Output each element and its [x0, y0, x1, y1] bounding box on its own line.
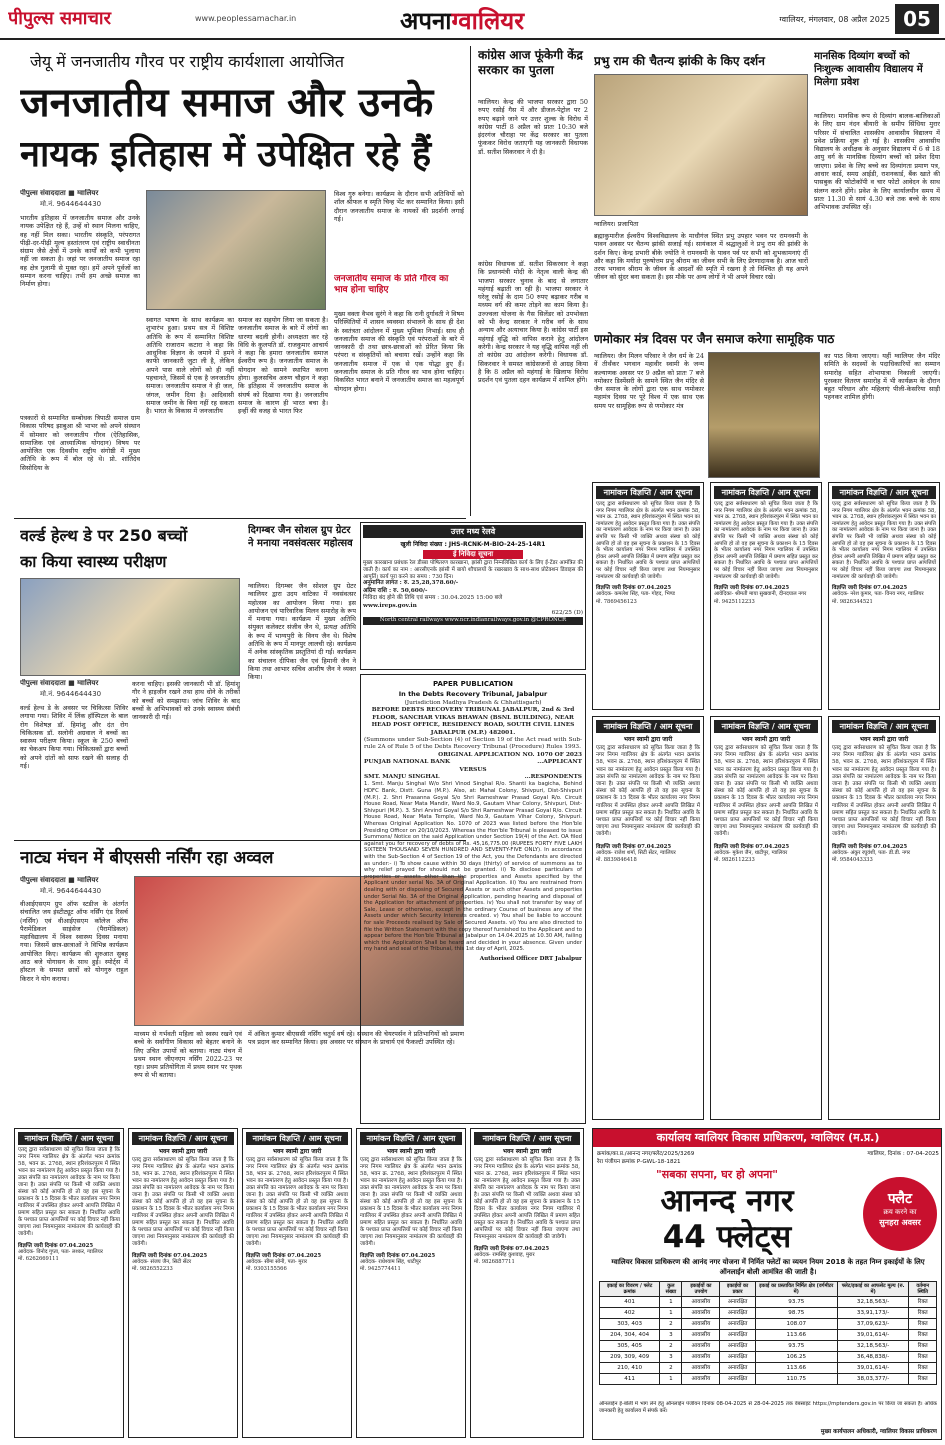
railway-website[interactable]: www.ireps.gov.in [363, 602, 417, 609]
notice-mobile: मो. 9826112233 [714, 857, 755, 864]
gda-table-cell: रिक्त [909, 1352, 937, 1363]
notice-body: एतद् द्वारा सर्वसाधारण को सूचित किया जाता है कि नगर निगम ग्वालियर क्षेत्र के अंतर्गत भवन क्रमांक 58, भवन क्र. 2768, स्थान हरिशंकरपुरम में स्थित भवन का नामांतरण हेतु आवेदन प्रस्तुत किया गया है। उक्त संपत्ति का नामांतरण आवेदक के नाम पर किया जाना है। उक्त संपत्ति पर किसी भी व्यक्ति अथवा संस्था को कोई आपत्ति हो तो वह इस सूचना के प्रकाशन के 15 दिवस के भीतर कार्यालय नगर निगम ग्वालियर में उपस्थित होकर अपनी आपत्ति लिखित में प्रमाण सहित प्रस्तुत कर सकता है। निर्धारित अवधि के पश्चात प्राप्त आपत्तियों पर कोई विचार नहीं किया जाएगा तथा नियमानुसार नामांतरण की कार्यवाही की जावेगी। [832, 501, 936, 580]
notice-4 [592, 716, 704, 1120]
drt-applicant [364, 759, 582, 766]
notice-body: एतद् द्वारा सर्वसाधारण को सूचित किया जाता है कि नगर निगम ग्वालियर क्षेत्र के अंतर्गत भवन क्रमांक 58, भवन क्र. 2768, स्थान हरिशंकरपुरम में स्थित भवन का नामांतरण हेतु आवेदन प्रस्तुत किया गया है। उक्त संपत्ति का नामांतरण आवेदक के नाम पर किया जाना है। उक्त संपत्ति पर किसी भी व्यक्ति अथवा संस्था को कोई आपत्ति हो तो वह इस सूचना के प्रकाशन के 15 दिवस के भीतर कार्यालय नगर निगम ग्वालियर में उपस्थित होकर अपनी आपत्ति लिखित में प्रमाण सहित प्रस्तुत कर सकता है। निर्धारित अवधि के पश्चात प्राप्त आपत्तियों पर कोई विचार नहीं किया जाएगा तथा नियमानुसार नामांतरण की कार्यवाही की जावेगी। [714, 745, 818, 838]
gda-advertisement [592, 1128, 942, 1440]
gda-table-cell: 38,03,377/- [837, 1374, 909, 1385]
masthead-logo: पीपुल्स समाचार [8, 8, 111, 29]
divider [470, 46, 471, 516]
notice-mobile: मो. 9826887711 [474, 1259, 515, 1266]
gda-table-cell: 3 [660, 1330, 682, 1341]
prabhu-caption: ग्वालियर। प्रजापिता [594, 220, 639, 228]
drt-body: 1. Smt. Manju Singhal W/o Shri Vinod Singhal R/o. Shanti ka bagicha, Behind HDFC Bank, Distt. Guna (M.P.). Also, at: Mahal Colony, Shivpuri, Dist-Shivpuri (M.P.). 2. Shri Prasanna Goyal S/o Shri Rameshwar Prasad Goyal R/o. Circuit House Road, Near Mata Mandir, Ward No.9, Gautam Vihar Colony, Shivpuri, Dist-Shivpuri (M.P.). 3. Shri Arvind Goyal S/o Shri Rameshwar Prasad Goyal R/o. Circuit House Road, Near Mata Temple, Ward No.9, Gautam Vihar Colony, Shivpuri. Whereas Original Application No. 1070 of 2023 was listed before the Hon'ble Presiding Officer on 20/10/2023. Whereas the Hon'ble Tribunal is pleased to issue Summons/ Notice on the said Application under Section 19(4) of the Act. OA filed against you for recovery of debts of Rs. 45,16,775.00 (RUPEES FORTY FIVE LAKH SIXTEEN THOUSAND SEVEN HUNDRED AND SEVENTY-FIVE ONLY). In accordance with the Sub-Section 4 of Section 19 of the Act, you the Defendants are directed as under:- i) To show cause within 30 days (thirty) of service of summons as to why relief prayed for should not be granted. ii) To disclose particulars of properties or assets other than the properties and Assets specified by the Applicant under serial No. 3A of Original Application. iii) You are restrained from dealing with or disposing of Secured Assets or such other Assets and properties under Serial No. 3A of the Original Application, pending hearing and disposal of the Application for attachment of properties. iv) You shall not transfer by way of Sale, Lease or otherwise, except in the ordinary Course of business any of the Assets under which Security Interests created. v) You shall be liable to account for sale Proceeds realised by Sale of Secured Assets. vi) You are also directed to file the Written Statement with the copy thereof furnished to the Applicant and to appear before the Hon'ble Tribunal at Jabalpur on 14.04.2025 at 10.30 AM, failing which the Application Shall be heard and decided in your absence. Given under my hand and seal of the Tribunal, this 1st day of April, 2025. [364, 781, 582, 953]
gda-table-cell: आवासीय [682, 1319, 720, 1330]
gda-table-cell: 2 [660, 1341, 682, 1352]
digambar-headline: दिगम्बर जैन सोशल ग्रुप ग्रेटर ने मनाया नवसंवत्सर महोत्सव [248, 525, 353, 549]
namokar-headline: णमोकार मंत्र दिवस पर जैन समाज करेगा सामूहिक पाठ [594, 332, 835, 346]
notice-body: एतद् द्वारा सर्वसाधारण को सूचित किया जाता है कि नगर निगम ग्वालियर क्षेत्र के अंतर्गत भवन क्रमांक 58, भवन क्र. 2768, स्थान हरिशंकरपुरम में स्थित भवन का नामांतरण हेतु आवेदन प्रस्तुत किया गया है। उक्त संपत्ति का नामांतरण आवेदक के नाम पर किया जाना है। उक्त संपत्ति पर किसी भी व्यक्ति अथवा संस्था को कोई आपत्ति हो तो वह इस सूचना के प्रकाशन के 15 दिवस के भीतर कार्यालय नगर निगम ग्वालियर में उपस्थित होकर अपनी आपत्ति लिखित में प्रमाण सहित प्रस्तुत कर सकता है। निर्धारित अवधि के पश्चात प्राप्त आपत्तियों पर कोई विचार नहीं किया जाएगा तथा नियमानुसार नामांतरण की कार्यवाही की जावेगी। [132, 1157, 234, 1247]
gda-table-cell: रिक्त [909, 1363, 937, 1374]
notice-date: विज्ञप्ति जारी दिनांक 07.04.2025 [832, 843, 908, 850]
health-body-1: वर्ल्ड हेल्थ डे के अवसर पर चिकित्सा शिविर लगाया गया। शिविर में लिंक हॉस्पिटल के बाल रोग विशेषज्ञ डॉ. हिमांशु और दंत रोग चिकित्सक डॉ. सलोनी अग्रवाल ने बच्चों का स्वास्थ्य परीक्षण किया। स्कूल के 250 बच्चों का चेकअप किया गया। चिकित्सकों द्वारा बच्चों को अपने दांतों को साफ रखने की सलाह दी गई। [20, 704, 128, 771]
gda-table-body [600, 1297, 937, 1385]
page-number: 05 [895, 4, 939, 34]
gda-title: कार्यालय ग्वालियर विकास प्राधिकरण, ग्वालियर (म.प्र.) [593, 1129, 942, 1147]
gda-slogan: "सबका सपना, घर हो अपना" [656, 1168, 778, 1181]
notice-sub: भवन स्वामी द्वारा जारी [623, 736, 673, 743]
gda-table-cell: 98.75 [755, 1308, 837, 1319]
gda-flats-table [599, 1281, 937, 1385]
health-mobile: मो.नं. 9644644430 [40, 690, 102, 698]
gda-table-cell: 33,91,173/- [837, 1308, 909, 1319]
gda-table-header-cell: इकाई का प्रस्तावित निर्मित क्षेत्र (वर्गमीटर में) [755, 1282, 837, 1297]
gda-table-cell: अनारक्षित [720, 1352, 755, 1363]
gda-badge [863, 1177, 937, 1251]
namokar-photo [708, 352, 820, 478]
notice-mobile: मो. 9826344521 [832, 598, 873, 605]
drt-sign: Authorised Officer DRT Jabalpur [479, 955, 582, 962]
date-line: ग्वालियर, मंगलवार, 08 अप्रैल 2025 [779, 15, 890, 24]
gda-intro: ग्वालियर विकास प्राधिकरण की आनंद नगर योजना में निर्मित फ्लेटों का व्ययन नियम 2018 के तहत निम्न इकाईयों के लिए ऑनलाईन बोली आमंत्रित की जाती है। [611, 1258, 925, 1276]
notice-1 [592, 482, 704, 710]
masthead-website[interactable]: www.peoplessamachar.in [195, 14, 297, 23]
drt-applicant-name: PUNJAB NATIONAL BANK [364, 759, 451, 766]
gda-table-cell: 303, 403 [600, 1319, 660, 1330]
notice-head: नामांकन विज्ञप्ति / आम सूचना [246, 1132, 348, 1145]
railway-body: मुख्य कारखाना प्रबंधक रेल डीब्बा पोषितरण कारखाना, झांसी द्वारा निम्नलिखित कार्य के लिए ई-टेंडर आमंत्रित की जाती है। कार्य का नाम : आरसीएनके झांसी में बायो शौचालयों के रखरखाव के साथ-साथ प्रोटेक्शन डिवाइस की आपूर्ति। कार्य पूरा करने का समय : 730 दिन। [363, 560, 583, 580]
notice-sign: आवेदक- मुकेश जैन, थाटीपुर, ग्वालियर [714, 849, 788, 856]
gda-badge-line-2: क्रय करने का [883, 1208, 917, 1216]
section-prefix: अपना [400, 7, 452, 34]
digambar-body: ग्वालियर। दिगम्बर जैन सोशल ग्रुप ग्रेटर ग्वालियर द्वारा उदय वाटिका में नवसंवत्सर महोत्सव का आयोजन किया गया। इस आयोजन एवं पारिवारिक मिलन समारोह के रूप में मनाया गया। कार्यक्रम में मुख्य अतिथि संयुक्त कलेक्टर संजीव जैन थे, प्रत्यक्ष अतिथि के रूप में भाग्यपुरी के विनय जैन थे। विशेष अतिथि के रूप में मानपुर लालची रहे। कार्यक्रम में अनेक सांस्कृतिक प्रस्तुतियां दी गईं। कार्यक्रम का संचालन दीपिका जैन एवं हिमानी जैन ने किया तथा आभार सचिव आशीष जैन ने व्यक्त किया। [248, 582, 356, 682]
notice-body: एतद् द्वारा सर्वसाधारण को सूचित किया जाता है कि नगर निगम ग्वालियर क्षेत्र के अंतर्गत भवन क्रमांक 58, भवन क्र. 2768, स्थान हरिशंकरपुरम में स्थित भवन का नामांतरण हेतु आवेदन प्रस्तुत किया गया है। उक्त संपत्ति का नामांतरण आवेदक के नाम पर किया जाना है। उक्त संपत्ति पर किसी भी व्यक्ति अथवा संस्था को कोई आपत्ति हो तो वह इस सूचना के प्रकाशन के 15 दिवस के भीतर कार्यालय नगर निगम ग्वालियर में उपस्थित होकर अपनी आपत्ति लिखित में प्रमाण सहित प्रस्तुत कर सकता है। निर्धारित अवधि के पश्चात प्राप्त आपत्तियों पर कोई विचार नहीं किया जाएगा तथा नियमानुसार नामांतरण की कार्यवाही की जावेगी। [832, 745, 936, 838]
notice-date: विज्ञप्ति जारी दिनांक 07.04.2025 [714, 843, 790, 850]
notice-3 [828, 482, 940, 710]
gda-table-cell: आवासीय [682, 1297, 720, 1308]
gda-table-row [600, 1341, 937, 1352]
gda-table-header-cell: इकाई का विवरण / फ्लेट क्रमांक [600, 1282, 660, 1297]
gda-table-row [600, 1297, 937, 1308]
gda-table-cell: आवासीय [682, 1330, 720, 1341]
gda-table-header-cell: इकाईयों का प्रकार [720, 1282, 755, 1297]
gda-table-cell: आवासीय [682, 1374, 720, 1385]
gda-table-cell: 1 [660, 1374, 682, 1385]
drt-respondent-name: SMT. MANJU SINGHAL [364, 774, 440, 781]
namokar-body-1: ग्वालियर। जैन मिलन परिवार ने जैन धर्म के 24 वें तीर्थंकर भगवान महावीर स्वामी के जन्म कल्याणक अवसर पर 9 अप्रैल को प्रातः 7 बजे नमोकार डिस्पेंसरी के सामने स्थित जैन मंदिर से जैन समाज के लोगों द्वारा एक साथ णमोकार महामंत्र दिवस पर पूरे विश्व में एक साथ एक समय पर सामूहिक रूप से णमोकार मंत्र [594, 352, 704, 410]
lead-byline: पीपुल्स संवाददाता ■ ग्वालियर [20, 189, 99, 197]
notice-grid-right-2 [592, 716, 942, 1124]
railway-etender: ई निविदा सूचना [423, 550, 523, 559]
gda-table-cell: 2 [660, 1319, 682, 1330]
natya-body-3: में अंकित कुमार बीएससी नर्सिंग चतुर्थ वर्ष रहे। संस्थान की चेयरपर्सन ने प्रतिभागियों को प्रमाण पत्र प्रदान कर सम्मानित किया। इस अवसर पर संस्थान के प्राचार्य एवं फैकल्टी उपस्थित रहे। [248, 1030, 464, 1047]
drt-address: BEFORE DEBTS RECOVERY TRIBUNAL JABALPUR, 2nd & 3rd FLOOR, SANCHAR VIKAS BHAWAN (BSNL BUILDING), NEAR HEAD POST OFFICE, RESIDENCY ROAD, SOUTH CIVIL LINES JABALPUR (M.P.) 482001. [371, 707, 575, 736]
notice-mobile: मो. 9584043333 [832, 857, 873, 864]
notice-date: विज्ञप्ति जारी दिनांक 07.04.2025 [18, 1243, 94, 1249]
divyang-headline: मानसिक दिव्यांग बच्चों को निःशुल्क आवासीय विद्यालय में मिलेगा प्रवेश [814, 51, 923, 88]
prabhu-body: ब्रह्माकुमारीज ईश्वरीय विश्वविद्यालय के माधौगंज स्थित प्रभु उपहार भवन पर रामनवमी के पावन अवसर पर चैतन्य झांकी सजाई गई। सायंकाल में श्रद्धालुओं ने प्रभु राम की झांकी के दर्शन किए। केन्द्र प्रभारी बीके ज्योति ने रामनवमी के पावन पर्व पर सभी को शुभकामनाएं दीं और कहा कि मर्यादा पुरुषोत्तम प्रभु श्रीराम का जीवन सभी के लिए प्रेरणादायक है। आज चारों तरफ भगवान श्रीराम के जीवन के आदर्शों की स्मृति में रखना है तो निश्चित ही यह अपने जीवन को सुंदर बना सकता है। इस मौके पर अन्य लोगों ने भी अपने विचार रखे। [594, 232, 808, 282]
gda-table-cell: 36,48,838/- [837, 1352, 909, 1363]
gda-table-cell: 113.66 [755, 1363, 837, 1374]
gda-table-cell: अनारक्षित [720, 1330, 755, 1341]
notice-body: एतद् द्वारा सर्वसाधारण को सूचित किया जाता है कि नगर निगम ग्वालियर क्षेत्र के अंतर्गत भवन क्रमांक 58, भवन क्र. 2768, स्थान हरिशंकरपुरम में स्थित भवन का नामांतरण हेतु आवेदन प्रस्तुत किया गया है। उक्त संपत्ति का नामांतरण आवेदक के नाम पर किया जाना है। उक्त संपत्ति पर किसी भी व्यक्ति अथवा संस्था को कोई आपत्ति हो तो वह इस सूचना के प्रकाशन के 15 दिवस के भीतर कार्यालय नगर निगम ग्वालियर में उपस्थित होकर अपनी आपत्ति लिखित में प्रमाण सहित प्रस्तुत कर सकता है। निर्धारित अवधि के पश्चात प्राप्त आपत्तियों पर कोई विचार नहीं किया जाएगा तथा नियमानुसार नामांतरण की कार्यवाही की जावेगी। [474, 1157, 580, 1240]
notice-body: एतद् द्वारा सर्वसाधारण को सूचित किया जाता है कि नगर निगम ग्वालियर क्षेत्र के अंतर्गत भवन क्रमांक 58, भवन क्र. 2768, स्थान हरिशंकरपुरम में स्थित भवन का नामांतरण हेतु आवेदन प्रस्तुत किया गया है। उक्त संपत्ति का नामांतरण आवेदक के नाम पर किया जाना है। उक्त संपत्ति पर किसी भी व्यक्ति अथवा संस्था को कोई आपत्ति हो तो वह इस सूचना के प्रकाशन के 15 दिवस के भीतर कार्यालय नगर निगम ग्वालियर में उपस्थित होकर अपनी आपत्ति लिखित में प्रमाण सहित प्रस्तुत कर सकता है। निर्धारित अवधि के पश्चात प्राप्त आपत्तियों पर कोई विचार नहीं किया जाएगा तथा नियमानुसार नामांतरण की कार्यवाही की जावेगी। [714, 501, 818, 580]
notice-grid-bottom [14, 1128, 586, 1440]
gda-table-cell: रिक्त [909, 1341, 937, 1352]
congress-body-2: कांग्रेस विधायक डॉ. सतीश सिकरवार ने कहा कि प्रधानमंत्री मोदी के नेतृत्व वाली केन्द्र की भाजपा सरकार चुनाव के बाद से लगातार महंगाई बढ़ाती जा रही है। भाजपा सरकार ने घरेलू रसोई के दाम 50 रुपए बढ़ाकर गरीब व मध्यम वर्ग की कमर तोड़ने का काम किया है। उज्ज्वला योजना के गैस सिलेंडर को उपभोक्ता को भी केन्द्र सरकार ने गरीब वर्ग के साथ अन्याय और अत्याचार किया है। कांग्रेस पार्टी इस महंगाई वृद्धि को वापिस कराने हेतु आंदोलन करेगी। केन्द्र सरकार ने यह वृद्धि वापिस नहीं ली तो कांग्रेस उग्र आंदोलन करेगी। विधायक डॉ. सिकरवार ने समस्त कांग्रेसजनों से आग्रह किया है कि 8 अप्रैल को महंगाई के खिलाफ विरोध प्रदर्शन एवं पुतला दहन कार्यक्रम में शामिल होंगे। [478, 260, 588, 385]
notice-body: एतद् द्वारा सर्वसाधारण को सूचित किया जाता है कि नगर निगम ग्वालियर क्षेत्र के अंतर्गत भवन क्रमांक 58, भवन क्र. 2768, स्थान हरिशंकरपुरम में स्थित भवन का नामांतरण हेतु आवेदन प्रस्तुत किया गया है। उक्त संपत्ति का नामांतरण आवेदक के नाम पर किया जाना है। उक्त संपत्ति पर किसी भी व्यक्ति अथवा संस्था को कोई आपत्ति हो तो वह इस सूचना के प्रकाशन के 15 दिवस के भीतर कार्यालय नगर निगम ग्वालियर में उपस्थित होकर अपनी आपत्ति लिखित में प्रमाण सहित प्रस्तुत कर सकता है। निर्धारित अवधि के पश्चात प्राप्त आपत्तियों पर कोई विचार नहीं किया जाएगा तथा नियमानुसार नामांतरण की कार्यवाही की जावेगी। [18, 1147, 120, 1237]
lead-body-1: भारतीय इतिहास में जनजातीय समाज और उनके नायक उपेक्षित रहे हैं, उन्हें वो स्थान मिलना चाहिए, वह नहीं मिल सका। भारतीय संस्कृति, परंपरागत पीढ़ी-दर-पीढ़ी मूल्य हस्तांतरण एवं राष्ट्रीय स्वाधीनता संग्राम जैसे क्षेत्रों में उनके कार्यों को कभी भुलाया नहीं जा सकता है। जहां पर जनजातीय समाज रहा वह क्षेत्र गुलामी से मुक्त रहा। हमें अपने पूर्वजों का सम्मान करना चाहिए। तभी हम अच्छे समाज का निर्माण होगा। [20, 214, 140, 289]
notice-head: नामांकन विज्ञप्ति / आम सूचना [596, 720, 700, 733]
railway-code: 622/25 (D) [551, 610, 583, 617]
railway-closing: निविदा बंद होने की तिथि एवं समय : 30.04.2025 15:00 बजे [363, 595, 503, 602]
drt-oa: ORIGINAL APPLICATION NO. 1070 OF 2023 [438, 751, 582, 758]
notice-sub: भवन स्वामी द्वारा जारी [386, 1148, 436, 1155]
lead-subhead: जनजातीय समाज के प्रति गौरव का भाव होना चाहिए [334, 274, 449, 295]
masthead [0, 0, 945, 40]
notice-sign: आवेदक- नरेश कुमार, पता- विनय नगर, ग्वालियर [832, 591, 924, 598]
gda-table-cell: रिक्त [909, 1330, 937, 1341]
lead-body-2: पत्रकारों से सम्मानित सम्बोधक त्रिपाठी समाज ग्राम विकास परिषद झाबुआ श्री भाभर को अपने संस्थान में सोमवार को जनजातीय गौरव (ऐतिहासिक, सामाजिक एवं आध्यात्मिक योगदान) विषय पर आयोजित एक दिवसीय राष्ट्रीय संगोष्ठी में मुख्य अतिथि के रूप में बोल रहे थे। प्रो. शांतिदेव सिसोदिया के [20, 414, 140, 472]
gda-table-cell: 305, 405 [600, 1341, 660, 1352]
notice-sign: आवेदक- राजेश शर्मा, सिटी सेंटर, ग्वालियर [596, 849, 676, 856]
gda-table-cell: 39,01,614/- [837, 1330, 909, 1341]
gda-table-cell: 2 [660, 1363, 682, 1374]
notice-sign: आवेदक- सीमा सोनी, पता- मुरार [246, 1259, 307, 1265]
notice-head: नामांकन विज्ञप्ति / आम सूचना [832, 486, 936, 499]
railway-footer: North central railways www.ncr.indianrailways.gov.in @CPRONCR [363, 617, 583, 624]
lead-headline-2: नायक इतिहास में उपेक्षित रहे हैं [20, 134, 432, 175]
drt-title: PAPER PUBLICATION [432, 680, 514, 688]
prabhu-headline: प्रभु राम की चैतन्य झांकी के किए दर्शन [594, 54, 765, 68]
drt-respondent [364, 774, 582, 781]
health-byline: पीपुल्स संवाददाता ■ ग्वालियर [20, 679, 99, 687]
gda-date: ग्वालियर, दिनांक : 07-04-2025 [867, 1151, 939, 1157]
notice-head: नामांकन विज्ञप्ति / आम सूचना [18, 1132, 120, 1145]
notice-date: विज्ञप्ति जारी दिनांक 07.04.2025 [246, 1253, 322, 1259]
notice-body: एतद् द्वारा सर्वसाधारण को सूचित किया जाता है कि नगर निगम ग्वालियर क्षेत्र के अंतर्गत भवन क्रमांक 58, भवन क्र. 2768, स्थान हरिशंकरपुरम में स्थित भवन का नामांतरण हेतु आवेदन प्रस्तुत किया गया है। उक्त संपत्ति का नामांतरण आवेदक के नाम पर किया जाना है। उक्त संपत्ति पर किसी भी व्यक्ति अथवा संस्था को कोई आपत्ति हो तो वह इस सूचना के प्रकाशन के 15 दिवस के भीतर कार्यालय नगर निगम ग्वालियर में उपस्थित होकर अपनी आपत्ति लिखित में प्रमाण सहित प्रस्तुत कर सकता है। निर्धारित अवधि के पश्चात प्राप्त आपत्तियों पर कोई विचार नहीं किया जाएगा तथा नियमानुसार नामांतरण की कार्यवाही की जावेगी। [360, 1157, 462, 1247]
notice-date: विज्ञप्ति जारी दिनांक 07.04.2025 [360, 1253, 436, 1259]
lead-body-3: स्वागत भाषण के साथ कार्यक्रम का शुभारंभ हुआ। प्रथम सत्र में विशिष्ट अतिथि के रूप में सम्मानित विशिष्ट अतिथि राजाराम कटारा ने कहा कि आधुनिक विज्ञान के जमाने में हमने काफी जानकारी जुटा ली है, लेकिन अपने पास वाले लोगों को ही नहीं पहचानते, जिसमें से एक है जनजातीय समाज। जनजातीय समाज ने ही जल, जंगल, जमीन दिया है। आदिवासी समाज जमीन के बिना नहीं रह सकता है। भारत के विकास में जनजातीय [146, 316, 234, 416]
gda-table-cell: रिक्त [909, 1319, 937, 1330]
prabhu-photo [594, 74, 808, 216]
gda-badge-line-3: सुनहरा अवसर [879, 1218, 921, 1227]
gda-table-cell: आवासीय [682, 1363, 720, 1374]
gda-table-row [600, 1330, 937, 1341]
namokar-body-2: का पाठ किया जाएगा। यहीं ग्वालियर जैन मंदिर समिति के सदस्यों के पदाधिकारियों का सम्मान समारोह सहित शोभायात्रा निकाली जाएगी। पुरस्कार वितरण समारोह में भी कार्यक्रम के दौरान बहुत परिधान और महिलाएं पीली-केसरिया साड़ी पहनकर शामिल होंगी। [824, 352, 940, 402]
notice-sign: आवेदक- विनोद गुप्ता, पता- लश्कर, ग्वालियर [18, 1249, 103, 1255]
drt-court: In the Debts Recovery Tribunal, Jabalpur [398, 690, 548, 698]
gda-table-cell: आवासीय [682, 1308, 720, 1319]
congress-body-1: ग्वालियर। केन्द्र की भाजपा सरकार द्वारा 50 रुपए रसोई गैस में और डीजल-पेट्रोल पर 2 रुपए बढ़ाने जाने पर उत्तर शुल्क के विरोध में कांग्रेस पार्टी 8 अप्रैल को प्रातः 10:30 बजे इंदरगंज चौराहा पर केंद्र सरकार का पुतला फूंककर विरोध जताएगी यह जानकारी विधायक डॉ. सतीश सिकरवार ने दी है। [478, 98, 588, 156]
natya-byline: पीपुल्स संवाददाता ■ ग्वालियर [20, 876, 99, 884]
gda-ref2: रेरा पंजीयन क्रमांक P-GWL-18-1821 [597, 1159, 681, 1165]
section-name: ग्वालियर [451, 7, 525, 34]
gda-table-cell: 204, 304, 404 [600, 1330, 660, 1341]
gda-headline-1: आनन्द नगर [660, 1183, 794, 1219]
gda-table-cell: 32,18,563/- [837, 1341, 909, 1352]
notice-mobile: मो. 6262669111 [18, 1256, 59, 1263]
notice-10 [356, 1128, 466, 1438]
natya-mobile: मो.नं. 9644644430 [40, 887, 102, 895]
congress-headline: कांग्रेस आज फूंकेगी केंद्र सरकार का पुतला [478, 48, 583, 77]
gda-table-row [600, 1374, 937, 1385]
railway-cost: अनुमानित लागत : रु. 25,28,378.60/- [363, 580, 459, 587]
notice-mobile: मो. 9303155566 [246, 1266, 287, 1273]
divider [14, 518, 466, 519]
section-title [400, 4, 600, 34]
gda-table-row [600, 1352, 937, 1363]
gda-table-cell: रिक्त [909, 1308, 937, 1319]
notice-mobile: मो. 9425774411 [360, 1266, 401, 1273]
railway-emd: अग्रिम राशि : रु. 50,600/- [363, 587, 428, 594]
railway-notice [360, 522, 586, 670]
gda-table-cell: रिक्त [909, 1297, 937, 1308]
notice-11 [470, 1128, 584, 1438]
notice-head: नामांकन विज्ञप्ति / आम सूचना [132, 1132, 234, 1145]
lead-kicker: जेयू में जनजातीय गौरव पर राष्ट्रीय कार्यशाला आयोजित [30, 52, 344, 71]
gda-badge-line-1: फ्लैट [887, 1191, 913, 1207]
gda-table-header-cell: फ्लेट/इकाई का आफसेट मूल्य (रु. में) [837, 1282, 909, 1297]
gda-table-cell: रिक्त [909, 1374, 937, 1385]
notice-sign: आवेदक- संजय जैन, सिटी सेंटर [132, 1259, 192, 1265]
lead-mobile: मो.नं. 9644644430 [40, 200, 102, 208]
drt-summons: (Summons under Sub-Section (4) of Section 19 of the Act read with Sub-rule 2A of Rule 5 of the Debts Recovery Tribunal (Procedure) Rules 1993. [364, 737, 582, 751]
gda-table-cell: 106.25 [755, 1352, 837, 1363]
gda-table-row [600, 1308, 937, 1319]
notice-sub: भवन स्वामी द्वारा जारी [859, 736, 909, 743]
notice-date: विज्ञप्ति जारी दिनांक 07.04.2025 [714, 585, 790, 592]
notice-sign: आवेदिका- श्रीमती माया सुखवानी, दीनदयाल नगर [714, 591, 807, 598]
drt-notice [360, 674, 586, 1124]
gda-table-header-cell: वर्तमान स्थिति [909, 1282, 937, 1297]
notice-sub: भवन स्वामी द्वारा जारी [158, 1148, 208, 1155]
gda-table-cell: आवासीय [682, 1341, 720, 1352]
gda-table-cell: 1 [660, 1308, 682, 1319]
gda-table-cell: 39,01,614/- [837, 1363, 909, 1374]
gda-table-header-cell: इकाईयों का उपयोग [682, 1282, 720, 1297]
notice-head: नामांकन विज्ञप्ति / आम सूचना [714, 486, 818, 499]
gda-table-cell: 32,18,563/- [837, 1297, 909, 1308]
notice-8 [128, 1128, 238, 1438]
natya-body-1: वीआईएसएम ग्रुप ऑफ स्टडीज के अंतर्गत संचालित जय इंस्टीट्यूट ऑफ नर्सिंग एंड रिसर्च (नर्सिंग) एवं वीआईएसएम कॉलेज ऑफ पैरामेडिकल साइंसेज (पैरामेडिकल) महाविद्यालय में विश्व स्वास्थ्य दिवस मनाया गया। जिसमें छात्र-छात्राओं ने विभिन्न कार्यक्रम आयोजित किए। कार्यक्रम की शुरुआत सुबह आठ बजे योगासन के साथ हुई। स्पोर्ट्स में हॉस्टल के समस्त छात्रों को योगगुरु राहुल किरार ने योग कराया। [20, 900, 128, 983]
notice-date: विज्ञप्ति जारी दिनांक 07.04.2025 [132, 1253, 208, 1259]
notice-head: नामांकन विज्ञप्ति / आम सूचना [832, 720, 936, 733]
notice-head: नामांकन विज्ञप्ति / आम सूचना [474, 1132, 580, 1145]
gda-headline-2: 44 फ्लेट्स [662, 1219, 792, 1255]
lead-body-4: समाज का सहयोग लिया जा सकता है। जनजातीय समाज के बारे में लोगों का धारणा बदली होनी। अध्यक्षता कर रहे विधि के कुलपति डॉ. राजकुमार आचार्य ने कहा कि हमारा जनजातीय समाज ईश्वरीय रूप है। जनजातीय समाज के योगदान को सामने स्थापित करना होगा। कुलसचिव अरुण चौहान ने कहा कि इतिहास में जनजातीय समाज के संघर्ष को दिखाया गया है। जनजातीय समाज के कारण ही भारत बचा है। इन्हीं की वजह से भारत फिर [238, 316, 328, 416]
notice-mobile: मो. 7869456123 [596, 598, 637, 605]
notice-sub: भवन स्वामी द्वारा जारी [741, 736, 791, 743]
notice-mobile: मो. 9425112233 [714, 598, 755, 605]
notice-date: विज्ञप्ति जारी दिनांक 07.04.2025 [596, 843, 672, 850]
notice-sign: आवेदक- राधेश्याम सिंह, थाटीपुर [360, 1259, 421, 1265]
notice-sign: आवेदक- रामसिंह कुशवाह, मुरार [474, 1252, 535, 1258]
gda-table-cell: 411 [600, 1374, 660, 1385]
gda-table-cell: 93.75 [755, 1341, 837, 1352]
gda-table-cell: 402 [600, 1308, 660, 1319]
notice-head: नामांकन विज्ञप्ति / आम सूचना [360, 1132, 462, 1145]
gda-table-row [600, 1363, 937, 1374]
railway-subtitle: खुली निविदा संख्या : JHS-RCNK-M-BIO-24-25-14R1 [400, 541, 546, 548]
gda-table-cell: 93.75 [755, 1297, 837, 1308]
health-headline-1: वर्ल्ड हेल्थ डे पर 250 बच्चों [20, 526, 188, 545]
drt-respondent-role: ...RESPONDENTS [524, 774, 582, 781]
gda-table-header-cell: कुल संख्या [660, 1282, 682, 1297]
gda-table-header-row [600, 1282, 937, 1297]
drt-applicant-role: ...APPLICANT [537, 759, 582, 766]
gda-table-cell: 209, 309, 409 [600, 1352, 660, 1363]
notice-body: एतद् द्वारा सर्वसाधारण को सूचित किया जाता है कि नगर निगम ग्वालियर क्षेत्र के अंतर्गत भवन क्रमांक 58, भवन क्र. 2768, स्थान हरिशंकरपुरम में स्थित भवन का नामांतरण हेतु आवेदन प्रस्तुत किया गया है। उक्त संपत्ति का नामांतरण आवेदक के नाम पर किया जाना है। उक्त संपत्ति पर किसी भी व्यक्ति अथवा संस्था को कोई आपत्ति हो तो वह इस सूचना के प्रकाशन के 15 दिवस के भीतर कार्यालय नगर निगम ग्वालियर में उपस्थित होकर अपनी आपत्ति लिखित में प्रमाण सहित प्रस्तुत कर सकता है। निर्धारित अवधि के पश्चात प्राप्त आपत्तियों पर कोई विचार नहीं किया जाएगा तथा नियमानुसार नामांतरण की कार्यवाही की जावेगी। [246, 1157, 348, 1247]
notice-mobile: मो. 9826552233 [132, 1266, 173, 1273]
notice-sign: आवेदक- कमलेश सिंह, पता- गोहद, भिण्ड [596, 591, 675, 598]
notice-sign: आवेदक- अंकुर रघुवंशी, पता- डी.डी. नगर [832, 849, 911, 856]
lead-body-5: विश्व गुरु बनेगा। कार्यक्रम के दौरान सभी अतिथियों को शॉल श्रीफल व स्मृति चिन्ह भेंट कर सम्मानित किया। इसी दौरान जनजातीय समाज के नायकों की प्रदर्शनी लगाई गई। [334, 190, 464, 223]
notice-5 [710, 716, 822, 1120]
gda-table-row [600, 1319, 937, 1330]
notice-date: विज्ञप्ति जारी दिनांक 07.04.2025 [596, 585, 672, 592]
notice-sub: भवन स्वामी द्वारा जारी [502, 1148, 552, 1155]
gda-table-cell: 1 [660, 1297, 682, 1308]
notice-6 [828, 716, 940, 1120]
health-photo [20, 578, 240, 676]
notice-mobile: मो. 8839846418 [596, 857, 637, 864]
divyang-body: ग्वालियर। मानसिक रूप से दिव्यांग बालक-बालिकाओं के लिए ग्राम नंदन बीयारी के समीप सिंधिया मुरार परिसर में संचालित शासकीय आवासीय विद्यालय में प्रवेश प्रक्रिया शुरू हो गई है। शासकीय आवासीय विद्यालय के अधीक्षक के अनुसार विद्यालय में 6 से 18 आयु वर्ग के मानसिक दिव्यांग बच्चों को प्रवेश दिया जाएगा। प्रवेश के लिए बच्चे का दिव्यांगता प्रमाण पत्र, आधार कार्ड, समग्र आईडी, राशनकार्ड, बैंक खाते की पासबुक की फोटोकॉपी व चार फोटो आवेदन के साथ संलग्न करने होंगे। प्रवेश के लिए कार्यालयीन समय में प्रातः 11.30 से सायं 4.30 बजे तक बच्चे के साथ अभिभावक उपस्थित रहें। [814, 112, 940, 212]
gda-table-cell: 3 [660, 1352, 682, 1363]
gda-table-cell: 37,09,623/- [837, 1319, 909, 1330]
health-headline-2: का किया स्वास्थ्य परीक्षण [20, 552, 167, 571]
gda-table-cell: आवासीय [682, 1352, 720, 1363]
drt-jurisdiction: (Jurisdiction Madhya Pradesh & Chhattisgarh) [404, 700, 542, 706]
notice-body: एतद् द्वारा सर्वसाधारण को सूचित किया जाता है कि नगर निगम ग्वालियर क्षेत्र के अंतर्गत भवन क्रमांक 58, भवन क्र. 2768, स्थान हरिशंकरपुरम में स्थित भवन का नामांतरण हेतु आवेदन प्रस्तुत किया गया है। उक्त संपत्ति का नामांतरण आवेदक के नाम पर किया जाना है। उक्त संपत्ति पर किसी भी व्यक्ति अथवा संस्था को कोई आपत्ति हो तो वह इस सूचना के प्रकाशन के 15 दिवस के भीतर कार्यालय नगर निगम ग्वालियर में उपस्थित होकर अपनी आपत्ति लिखित में प्रमाण सहित प्रस्तुत कर सकता है। निर्धारित अवधि के पश्चात प्राप्त आपत्तियों पर कोई विचार नहीं किया जाएगा तथा नियमानुसार नामांतरण की कार्यवाही की जावेगी। [596, 745, 700, 838]
drt-versus: VERSUS [459, 766, 487, 773]
gda-table-cell: 210, 410 [600, 1363, 660, 1374]
notice-head: नामांकन विज्ञप्ति / आम सूचना [596, 486, 700, 499]
gda-table-cell: अनारक्षित [720, 1297, 755, 1308]
natya-body-2: माध्यम से गर्भवती महिला को स्वस्थ रखने एवं बच्चे के सर्वांगीण विकास को बेहतर बनाने के लिए उचित उपायों को बताया। नाट्य मंचन में प्रथम स्थान जीएनएम नर्सिंग 2022-23 पर रहा। प्रथम प्रतियोगिता में प्रथम स्थान पर पृथक रूप से भी बताया। [134, 1030, 242, 1080]
health-body-2: करना चाहिए। इसकी जानकारी भी डॉ. हिमांशु गौर ने हाइजीन रखने तथा हाथ धोने के तरीकों को बच्चों को समझाया। जांच शिविर के बाद बच्चों के अभिभावकों को उनके स्वास्थ्य संबंधी जानकारी दी गई। [132, 680, 240, 722]
gda-sign: मुख्य कार्यपालन अधिकारी, ग्वालियर विकास प्राधिकरण [820, 1429, 937, 1435]
notice-head: नामांकन विज्ञप्ति / आम सूचना [714, 720, 818, 733]
notice-grid-right [592, 482, 942, 714]
gda-ref: क्रमांक/का.प्र./आनन्द नगर/फ्लेट/2025/3269 [597, 1151, 695, 1157]
notice-sub: भवन स्वामी द्वारा जारी [272, 1148, 322, 1155]
natya-headline: नाट्य मंचन में बीएससी नर्सिंग रहा अव्वल [20, 848, 274, 868]
notice-body: एतद् द्वारा सर्वसाधारण को सूचित किया जाता है कि नगर निगम ग्वालियर क्षेत्र के अंतर्गत भवन क्रमांक 58, भवन क्र. 2768, स्थान हरिशंकरपुरम में स्थित भवन का नामांतरण हेतु आवेदन प्रस्तुत किया गया है। उक्त संपत्ति का नामांतरण आवेदक के नाम पर किया जाना है। उक्त संपत्ति पर किसी भी व्यक्ति अथवा संस्था को कोई आपत्ति हो तो वह इस सूचना के प्रकाशन के 15 दिवस के भीतर कार्यालय नगर निगम ग्वालियर में उपस्थित होकर अपनी आपत्ति लिखित में प्रमाण सहित प्रस्तुत कर सकता है। निर्धारित अवधि के पश्चात प्राप्त आपत्तियों पर कोई विचार नहीं किया जाएगा तथा नियमानुसार नामांतरण की कार्यवाही की जावेगी। [596, 501, 700, 580]
railway-title: उत्तर मध्य रेलवे [363, 525, 583, 538]
gda-table-cell: 401 [600, 1297, 660, 1308]
gda-table-cell: अनारक्षित [720, 1341, 755, 1352]
lead-body-6: मुख्य वक्ता वैभव सुरंगे ने कहा कि रानी दुर्गावती ने विषम परिस्थितियों में शासन व्यवस्था संभालने के साथ ही देश के स्वतंत्रता आंदोलन में मुख्य भूमिका निभाई। साथ ही जनजातीय समाज की संस्कृति एवं परंपराओं के बारे में जानकारी दी तथा छात्र-छात्राओं को प्रेरित किया कि परंपरा व संस्कृतियों को बचाया रखें। उन्होंने कहा कि जनजातीय समाज में एक से एक योद्धा हुए हैं। जनजातीय समाज के प्रति गौरव का भाव होना चाहिए। विकसित भारत बनाने में जनजातीय समाज का महत्वपूर्ण योगदान होगा। [334, 310, 464, 393]
gda-table-cell: 113.66 [755, 1330, 837, 1341]
gda-table-cell: 108.07 [755, 1319, 837, 1330]
lead-photo [146, 190, 326, 310]
gda-table-cell: अनारक्षित [720, 1374, 755, 1385]
gda-table-cell: अनारक्षित [720, 1363, 755, 1374]
notice-date: विज्ञप्ति जारी दिनांक 07.04.2025 [832, 585, 908, 592]
gda-footer: ऑनलाईन ई-बोली में भाग लेने हेतु ऑनलाईन पंजीयन दिनांक 08-04-2025 से 28-04-2025 तक वेबसाइट https://mptenders.gov.in पर किया जा सकता है। अधिक जानकारी हेतु कार्यालय में संपर्क करें। [599, 1401, 937, 1414]
notice-2 [710, 482, 822, 710]
lead-headline-1: जनजातीय समाज और उनके [20, 80, 434, 126]
gda-table-cell: 110.75 [755, 1374, 837, 1385]
notice-7 [14, 1128, 124, 1438]
notice-9 [242, 1128, 352, 1438]
gda-table-cell: अनारक्षित [720, 1319, 755, 1330]
notice-date: विज्ञप्ति जारी दिनांक 07.04.2025 [474, 1246, 550, 1252]
gda-table-cell: अनारक्षित [720, 1308, 755, 1319]
